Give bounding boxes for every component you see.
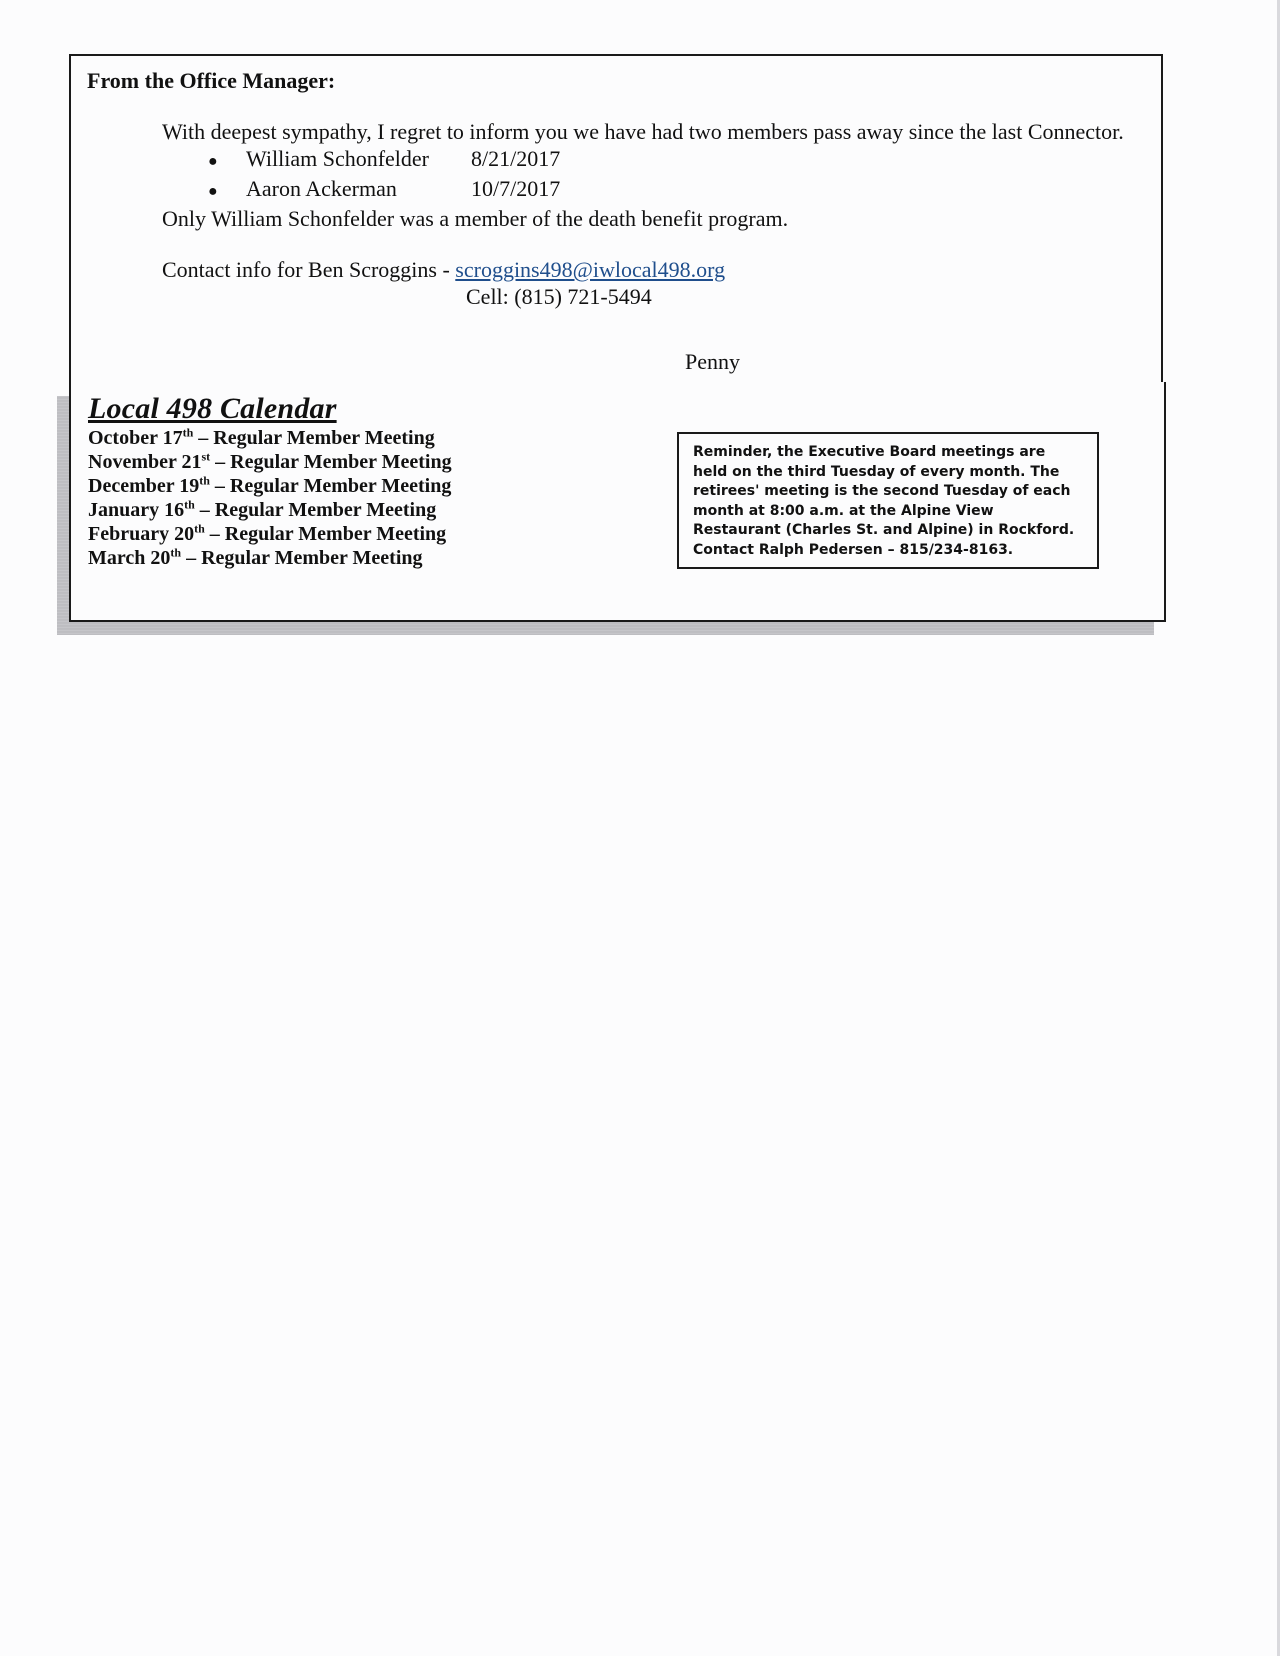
office-manager-section <box>69 54 1163 384</box>
bullet-icon: ● <box>208 183 218 200</box>
contact-line <box>162 256 1152 283</box>
signature: Penny <box>685 349 740 374</box>
list-item <box>88 450 452 474</box>
event-date: October 17 <box>88 427 183 449</box>
reminder-box: Reminder, the Executive Board meetings are held on the third Tuesday of every month. The retirees' meeting is the second Tuesday of each month at 8:00 a.m. at the Alpine View Restaurant (Charles St. and Alpine) in Rockford. Contact Ralph Pedersen – 815/234-8163. <box>677 432 1099 569</box>
contact-cell: Cell: (815) 721-5494 <box>466 284 652 309</box>
event-date: March 20 <box>88 547 171 569</box>
event-date-suffix: th <box>194 521 205 536</box>
office-heading: From the Office Manager: <box>87 68 336 93</box>
list-item <box>88 498 452 522</box>
event-label: – Regular Member Meeting <box>181 547 423 569</box>
deceased-members-list <box>162 145 1152 205</box>
list-item <box>208 175 1152 205</box>
event-date-suffix: th <box>184 497 195 512</box>
event-label: – Regular Member Meeting <box>209 475 452 497</box>
calendar-section <box>69 382 1166 622</box>
event-label: – Regular Member Meeting <box>194 499 437 521</box>
event-label: – Regular Member Meeting <box>204 523 447 545</box>
office-body <box>162 118 1152 310</box>
list-item <box>88 546 452 570</box>
event-label: – Regular Member Meeting <box>210 451 452 473</box>
calendar-events-list <box>88 426 452 570</box>
bullet-icon: ● <box>208 153 218 170</box>
death-benefit-note: Only William Schonfelder was a member of the death benefit program. <box>162 206 789 231</box>
contact-email-link[interactable]: scroggins498@iwlocal498.org <box>455 257 726 282</box>
event-date: December 19 <box>88 475 200 497</box>
calendar-title: Local 498 Calendar <box>88 392 337 425</box>
member-name: William Schonfelder <box>246 146 430 171</box>
event-date: February 20 <box>88 523 195 545</box>
member-date: 10/7/2017 <box>471 176 561 201</box>
event-date: November 21 <box>88 451 202 473</box>
sympathy-intro: With deepest sympathy, I regret to inform you we have had two members pass away since the last Connector. <box>162 119 1124 144</box>
list-item <box>88 474 452 498</box>
event-label: – Regular Member Meeting <box>193 427 435 449</box>
event-date-suffix: th <box>199 473 210 488</box>
member-name: Aaron Ackerman <box>246 176 397 201</box>
list-item <box>208 145 1152 175</box>
event-date: January 16 <box>88 499 185 521</box>
list-item <box>88 522 452 546</box>
event-date-suffix: st <box>201 449 211 464</box>
event-date-suffix: th <box>170 545 182 560</box>
event-date-suffix: th <box>182 425 194 440</box>
contact-prefix: Contact info for Ben Scroggins - <box>162 257 456 282</box>
list-item <box>88 426 452 450</box>
member-date: 8/21/2017 <box>471 146 561 171</box>
